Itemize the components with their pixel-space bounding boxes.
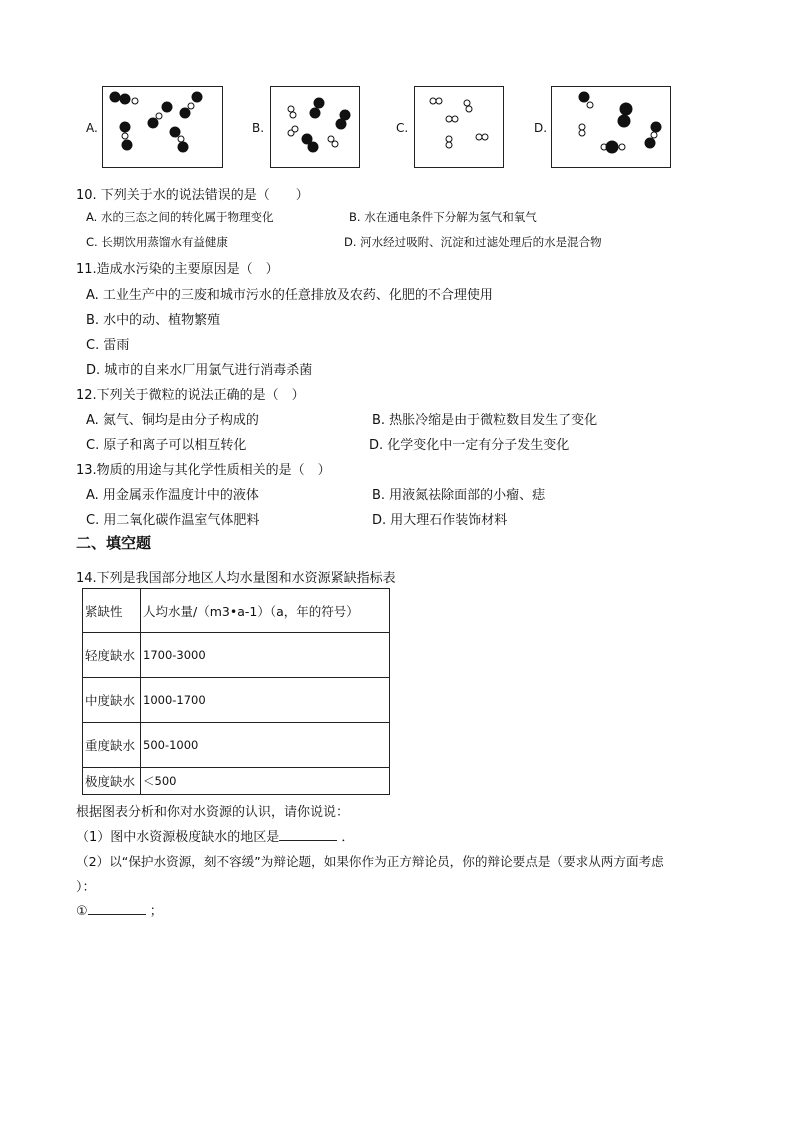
table-cell: 重度缺水 — [83, 723, 141, 768]
point1-end: ； — [149, 904, 163, 919]
table-cell: 500-1000 — [141, 723, 390, 768]
question-12-option-b: B. 热胀冷缩是由于微粒数目发生了变化 — [372, 413, 598, 428]
question-11-option-d: D. 城市的自来水厂用氯气进行消毒杀菌 — [86, 363, 313, 378]
section-title: 二、填空题 — [76, 534, 152, 552]
point1-marker: ① — [76, 904, 88, 919]
table-cell: 极度缺水 — [83, 768, 141, 795]
question-12-option-d: D. 化学变化中一定有分子发生变化 — [369, 438, 570, 453]
table-header-cell: 人均水量/（m3•a-1）（a，年的符号） — [141, 589, 390, 633]
molecule-diagram-b — [271, 87, 359, 167]
question-12-stem: 12.下列关于微粒的说法正确的是（ ） — [76, 388, 305, 403]
question-14-sub2-line2: ）： — [76, 880, 96, 895]
question-12-option-a: A. 氮气、铜均是由分子构成的 — [86, 413, 259, 428]
option-b-label: B. — [252, 121, 265, 135]
table-header-cell: 紧缺性 — [83, 589, 141, 633]
question-14-stem: 14.下列是我国部分地区人均水量图和水资源紧缺指标表 — [76, 571, 396, 586]
question-10-option-a: A. 水的三态之间的转化属于物理变化 — [86, 210, 274, 224]
table-cell: ＜500 — [141, 768, 390, 795]
question-13-option-c: C. 用二氧化碳作温室气体肥料 — [86, 513, 260, 528]
table-cell: 中度缺水 — [83, 678, 141, 723]
question-13-stem: 13.物质的用途与其化学性质相关的是（ ） — [76, 463, 331, 478]
table-header-row — [83, 589, 390, 633]
molecule-diagram-a — [103, 87, 222, 167]
option-d-diagram — [551, 86, 671, 168]
sub1-text: （1）图中水资源极度缺水的地区是 — [76, 830, 280, 845]
option-b-diagram — [270, 86, 360, 168]
option-d-label: D. — [534, 121, 548, 135]
table-row — [83, 768, 390, 795]
table-cell: 1700-3000 — [141, 633, 390, 678]
question-14-sub1 — [76, 826, 354, 845]
table-row — [83, 678, 390, 723]
question-10-stem: 10. 下列关于水的说法错误的是（ ） — [76, 188, 309, 203]
question-11-stem: 11.造成水污染的主要原因是（ ） — [76, 262, 279, 277]
question-11-option-b: B. 水中的动、植物繁殖 — [86, 313, 221, 328]
molecule-diagram-d — [552, 87, 670, 167]
question-11-option-a: A. 工业生产中的三废和城市污水的任意排放及农药、化肥的不合理使用 — [86, 288, 493, 303]
option-c-diagram — [414, 86, 504, 168]
sub1-end: ． — [341, 830, 355, 845]
water-shortage-table — [82, 588, 390, 795]
question-14-lead: 根据图表分析和你对水资源的认识，请你说说： — [76, 805, 350, 820]
question-13-option-a: A. 用金属汞作温度计中的液体 — [86, 488, 259, 503]
question-12-option-c: C. 原子和离子可以相互转化 — [86, 438, 247, 453]
molecule-diagram-c — [415, 87, 503, 167]
question-10-option-d: D. 河水经过吸附、沉淀和过滤处理后的水是混合物 — [344, 235, 602, 249]
question-10-option-b: B. 水在通电条件下分解为氢气和氧气 — [349, 210, 537, 224]
option-c-label: C. — [396, 121, 409, 135]
point1-answer-blank[interactable] — [88, 902, 146, 915]
question-14-sub2-line1: （2）以“保护水资源，刻不容缓”为辩论题，如果你作为正方辩论员，你的辩论要点是（要求从两方面考虑 — [76, 854, 664, 869]
option-a-label: A. — [86, 121, 98, 135]
question-10-option-c: C. 长期饮用蒸馏水有益健康 — [86, 235, 228, 249]
table-row — [83, 633, 390, 678]
option-a-diagram — [102, 86, 223, 168]
question-13-option-d: D. 用大理石作装饰材料 — [372, 513, 508, 528]
table-row — [83, 723, 390, 768]
sub1-answer-blank[interactable] — [279, 828, 337, 841]
question-14-point1 — [76, 900, 163, 919]
question-11-option-c: C. 雷雨 — [86, 338, 130, 353]
table-cell: 轻度缺水 — [83, 633, 141, 678]
question-13-option-b: B. 用液氮祛除面部的小瘤、痣 — [372, 488, 546, 503]
table-cell: 1000-1700 — [141, 678, 390, 723]
